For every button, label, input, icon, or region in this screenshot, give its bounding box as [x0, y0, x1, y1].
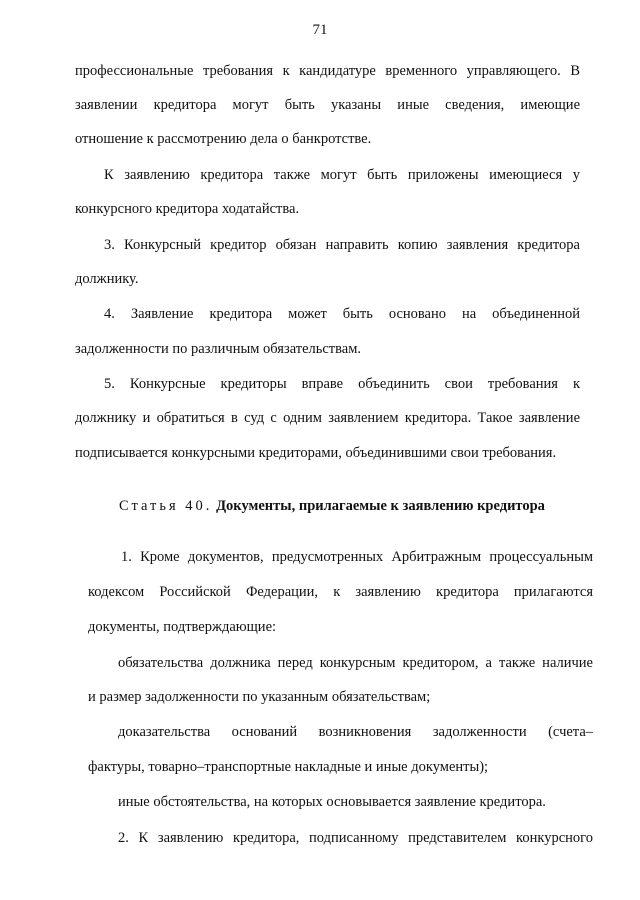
text-line: кодексом Российской Федерации, к заявлению кредитора прилагаются — [88, 584, 593, 600]
text-line: 5. Конкурсные кредиторы вправе объединить свои требования к — [104, 376, 580, 392]
article-heading — [119, 497, 545, 515]
page-number: 71 — [312, 22, 328, 38]
text-line: документы, подтверждающие: — [88, 619, 277, 635]
text-line: обязательства должника перед конкурсным кредитором, а также наличие — [118, 655, 593, 671]
text-line: 2. К заявлению кредитора, подписанному представителем конкурсного — [118, 830, 593, 846]
text-line: конкурсного кредитора ходатайства. — [75, 201, 300, 217]
text-line: профессиональные требования к кандидатуре временного управляющего. В — [75, 63, 580, 79]
text-line: должнику. — [75, 271, 139, 287]
text-line: фактуры, товарно–транспортные накладные и иные документы); — [88, 759, 489, 775]
text-line: отношение к рассмотрению дела о банкротстве. — [75, 131, 372, 147]
text-line: доказательства оснований возникновения задолженности (счета– — [118, 724, 593, 740]
text-line: и размер задолженности по указанным обязательствам; — [88, 689, 431, 705]
article-title: Документы, прилагаемые к заявлению кредитора — [216, 498, 545, 514]
text-line: 4. Заявление кредитора может быть основано на объединенной — [104, 306, 580, 322]
text-line: заявлении кредитора могут быть указаны иные сведения, имеющие — [75, 97, 580, 113]
article-prefix: Статья 40. — [119, 498, 213, 514]
text-line: К заявлению кредитора также могут быть приложены имеющиеся у — [104, 167, 580, 183]
text-line: задолженности по различным обязательствам. — [75, 341, 362, 357]
text-line: 1. Кроме документов, предусмотренных Арбитражным процессуальным — [121, 549, 593, 565]
text-line: 3. Конкурсный кредитор обязан направить копию заявления кредитора — [104, 237, 580, 253]
text-line: иные обстоятельства, на которых основывается заявление кредитора. — [118, 794, 546, 810]
text-line: подписывается конкурсными кредиторами, объединившими свои требования. — [75, 445, 557, 461]
text-line: должнику и обратиться в суд с одним заявлением кредитора. Такое заявление — [75, 410, 580, 426]
